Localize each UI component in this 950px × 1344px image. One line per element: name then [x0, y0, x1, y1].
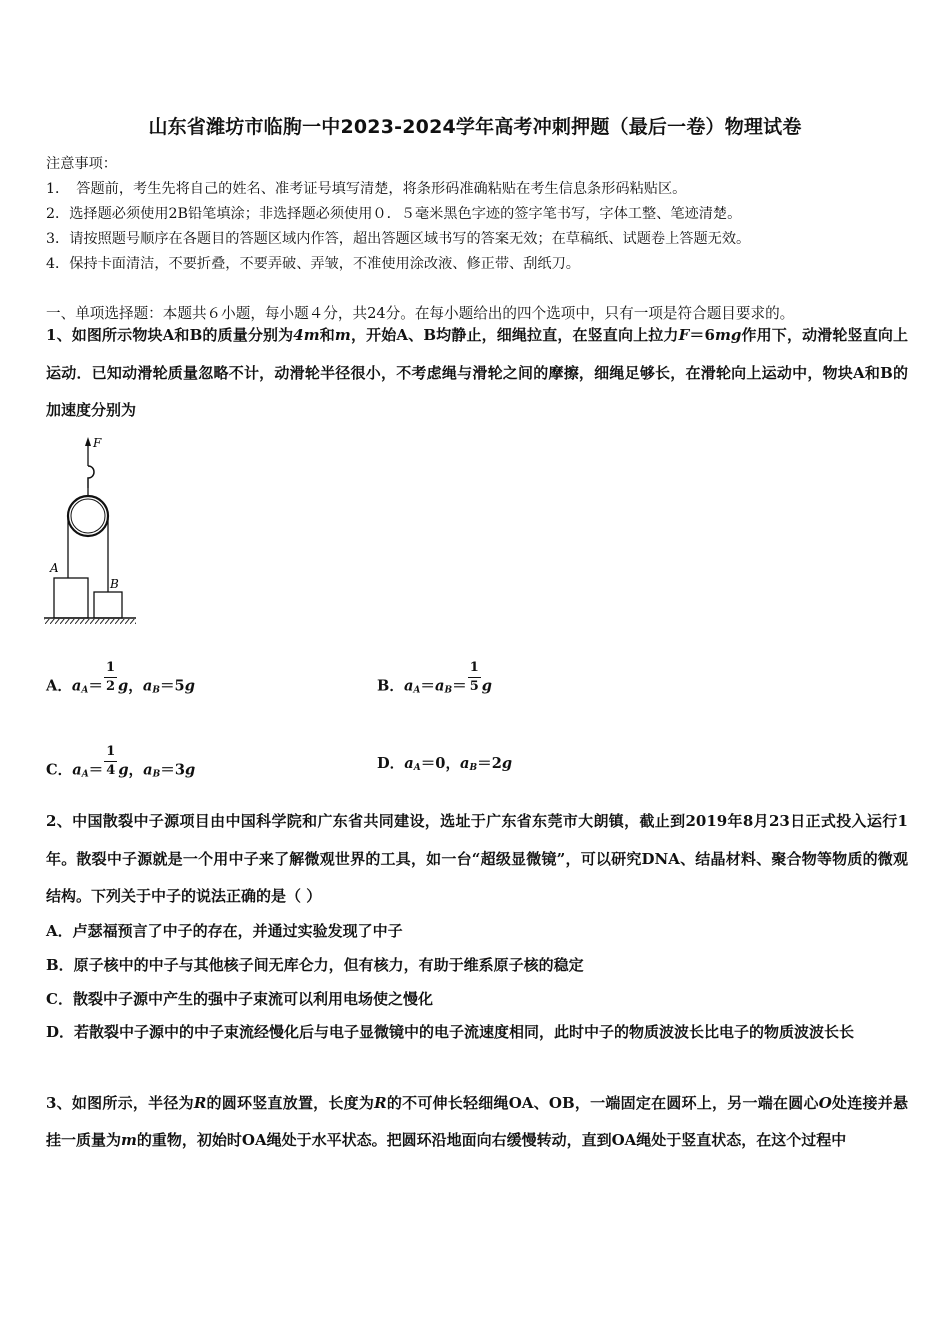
ground-hatch: [44, 619, 136, 624]
force-arrow: [85, 437, 91, 466]
q1-option-a[interactable]: A．$a_A=$ $\frac{1}{2}$ g，$a_B=5g$: [46, 660, 195, 696]
block-a: [54, 578, 88, 618]
q2-option-a[interactable]: A．卢瑟福预言了中子的存在，并通过实验发现了中子: [46, 922, 403, 940]
page-title: 山东省潍坊市临朐一中2023-2024学年高考冲刺押题（最后一卷）物理试卷: [148, 116, 802, 138]
label-a: A: [50, 561, 59, 575]
force-label: F: [93, 436, 102, 450]
notice-heading: 注意事项：: [46, 156, 117, 172]
notice-item-1: 1． 答题前，考生先将自己的姓名、准考证号填写清楚，将条形码准确粘贴在考生信息条形码粘贴区。: [46, 181, 687, 197]
label-b: B: [110, 577, 119, 591]
notice-item-2: 2．选择题必须使用2B铅笔填涂；非选择题必须使用０．５毫米黑色字迹的签字笔书写，字体工整、笔迹清楚。: [46, 206, 742, 222]
notice-item-3: 3．请按照题号顺序在各题目的答题区域内作答，超出答题区域书写的答案无效；在草稿纸、试题卷上答题无效。: [46, 231, 751, 247]
section-heading: 一、单项选择题：本题共６小题，每小题４分，共24分。在每小题给出的四个选项中，只有一项是符合题目要求的。: [46, 305, 795, 322]
hook: [88, 466, 94, 488]
q2-option-b[interactable]: B．原子核中的中子与其他核子间无库仑力，但有核力，有助于维系原子核的稳定: [46, 956, 584, 974]
question-1-stem: 1、如图所示物块A和B的质量分别为4m和m，开始A、B均静止，细绳拉直，在竖直向上拉力F＝6mg作用下，动滑轮竖直向上运动．已知动滑轮质量忽略不计，动滑轮半径很小，不考虑绳与滑轮之间的摩擦，细绳足够长，在滑轮向上运动中，物块A和B的加速度分别为: [46, 326, 908, 419]
q2-option-d[interactable]: D．若散裂中子源中的中子束流经慢化后与电子显微镜中的电子流速度相同，此时中子的物质波波长比电子的物质波波长长: [46, 1023, 855, 1041]
q1-option-d[interactable]: D．$a_A=0$，$a_B=2g$: [377, 755, 513, 773]
q2-option-c[interactable]: C．散裂中子源中产生的强中子束流可以利用电场使之慢化: [46, 990, 433, 1008]
question-2-stem: 2、中国散裂中子源项目由中国科学院和广东省共同建设，选址于广东省东莞市大朗镇，截止到2019年8月23日正式投入运行1年。散裂中子源就是一个用中子来了解微观世界的工具，如一台“超级显微镜”，可以研究DNA、结晶材料、聚合物等物质的微观结构。下列关于中子的说法正确的是（ ）: [46, 812, 908, 905]
q1-option-b[interactable]: B．$a_A=a_B=$ $\frac{1}{5}$ g: [377, 660, 492, 696]
question-3-stem: 3、如图所示，半径为R的圆环竖直放置，长度为R的不可伸长轻细绳OA、OB，一端固定在圆环上，另一端在圆心O处连接并悬挂一质量为m的重物，初始时OA绳处于水平状态。把圆环沿地面向右缓慢转动，直到OA绳处于竖直状态，在这个过程中: [46, 1094, 908, 1149]
q1-option-c[interactable]: C．$a_A=$ $\frac{1}{4}$ g，$a_B=3g$: [46, 744, 196, 780]
pulley-wheel: [68, 496, 108, 536]
block-b: [94, 592, 122, 618]
pulley-figure: [40, 432, 150, 632]
notice-item-4: 4．保持卡面清洁，不要折叠，不要弄破、弄皱，不准使用涂改液、修正带、刮纸刀。: [46, 256, 580, 272]
